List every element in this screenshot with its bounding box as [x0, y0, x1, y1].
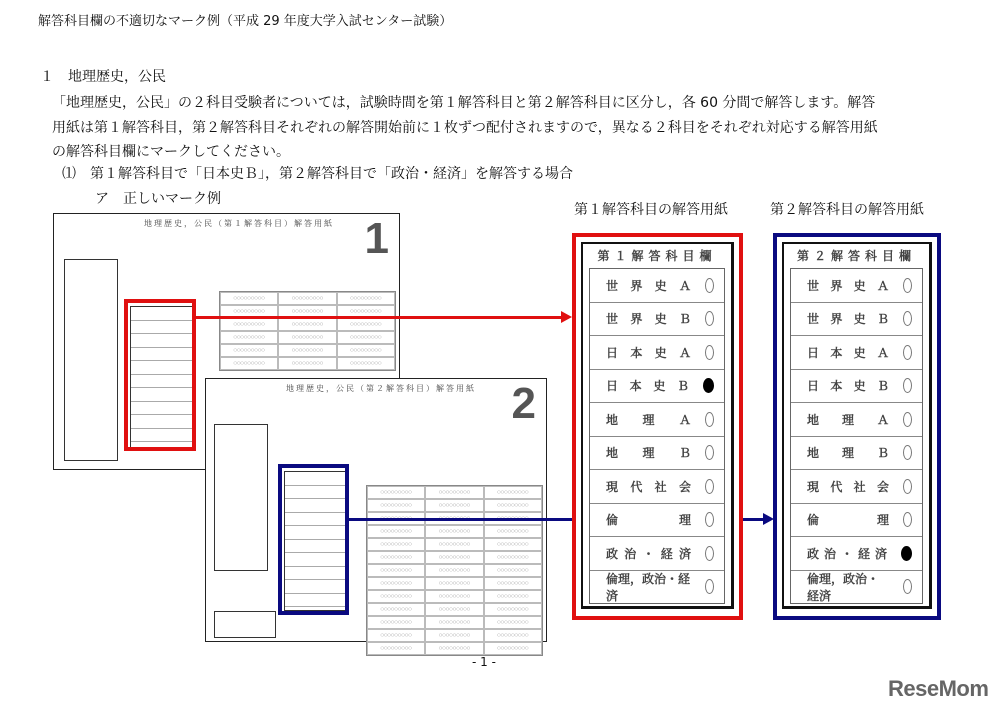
empty-bubble-icon[interactable] — [705, 546, 714, 561]
empty-bubble-icon[interactable] — [705, 512, 714, 527]
highlight-subject-column-1 — [124, 299, 196, 451]
empty-bubble-icon[interactable] — [705, 445, 714, 460]
answer-grid-cell: ○○○○○○○○○ — [367, 577, 425, 590]
subject-row — [791, 437, 922, 471]
subject-label — [807, 570, 889, 604]
answer-grid-cell: ○○○○○○○○○ — [425, 590, 483, 603]
subject-label — [807, 478, 889, 495]
subject-label — [807, 511, 889, 528]
answer-grid-cell: ○○○○○○○○○ — [484, 551, 542, 564]
subject-char: 理 — [678, 513, 691, 528]
subject-label — [606, 478, 691, 495]
subject-char: 史 — [853, 379, 866, 394]
answer-grid — [366, 485, 543, 656]
subject-label — [807, 545, 887, 562]
subject-char: 界 — [830, 278, 843, 293]
subject-char: Ａ — [876, 278, 889, 293]
answer-grid-cell: ○○○○○○○○○ — [278, 292, 336, 305]
subject-char: Ｂ — [676, 379, 689, 394]
filled-bubble-icon[interactable] — [901, 546, 912, 561]
empty-bubble-icon[interactable] — [705, 345, 714, 360]
sheet-number: 2 — [511, 379, 536, 428]
subject-row — [590, 437, 724, 471]
empty-bubble-icon[interactable] — [705, 278, 714, 293]
subject-char: 本 — [830, 379, 843, 394]
subject-label — [606, 344, 691, 361]
answer-grid-cell: ○○○○○○○○○ — [337, 305, 395, 318]
subject-char: 史 — [853, 278, 866, 293]
subject-char: Ｂ — [678, 446, 691, 461]
subject-label — [807, 344, 889, 361]
answer-grid-cell: ○○○○○○○○○ — [484, 629, 542, 642]
subject-char: Ａ — [678, 412, 691, 427]
subject-label — [807, 277, 889, 294]
answer-grid-cell: ○○○○○○○○○ — [425, 603, 483, 616]
subject-row — [590, 336, 724, 370]
blue-connector-line — [349, 518, 573, 521]
subject-char: 理 — [876, 513, 889, 528]
empty-bubble-icon[interactable] — [903, 579, 912, 594]
answer-grid-cell: ○○○○○○○○○ — [425, 525, 483, 538]
answer-grid-cell: ○○○○○○○○○ — [278, 357, 336, 370]
empty-bubble-icon[interactable] — [903, 378, 912, 393]
subject-char: 理 — [841, 446, 854, 461]
subject-row — [791, 571, 922, 604]
subject-row — [791, 470, 922, 504]
empty-bubble-icon[interactable] — [903, 311, 912, 326]
subject-char: 現 — [807, 479, 820, 494]
subject-char: 経 — [857, 546, 870, 561]
subject-row — [791, 303, 922, 337]
answer-grid-cell: ○○○○○○○○○ — [337, 292, 395, 305]
subject-char: 地 — [807, 412, 820, 427]
subject-char: 政 — [807, 546, 820, 561]
answer-grid-cell: ○○○○○○○○○ — [220, 344, 278, 357]
empty-bubble-icon[interactable] — [705, 479, 714, 494]
subject-label — [807, 444, 889, 461]
subject-char: 済 — [678, 546, 691, 561]
subject-char: 政 — [606, 546, 619, 561]
subject-label — [807, 411, 889, 428]
subject-char: 史 — [654, 312, 667, 327]
answer-grid-cell: ○○○○○○○○○ — [484, 499, 542, 512]
answer-grid-cell: ○○○○○○○○○ — [484, 642, 542, 655]
subject-label — [606, 310, 691, 327]
subject-row — [590, 269, 724, 303]
subject-row — [791, 336, 922, 370]
subject-char: 史 — [653, 379, 666, 394]
empty-bubble-icon[interactable] — [903, 445, 912, 460]
resemom-logo: ReseMom — [888, 676, 989, 701]
subject-char: Ａ — [876, 412, 889, 427]
first-subject-panel — [572, 233, 743, 620]
filled-bubble-icon[interactable] — [703, 378, 714, 393]
subject-char: 界 — [630, 278, 643, 293]
subject-char: 界 — [830, 312, 843, 327]
answer-grid-cell: ○○○○○○○○○ — [425, 551, 483, 564]
subject-char: Ｂ — [876, 446, 889, 461]
answer-grid-cell: ○○○○○○○○○ — [367, 551, 425, 564]
panel-header: 第１解答科目欄 — [597, 249, 717, 263]
subject-char: Ｂ — [876, 312, 889, 327]
subject-char: Ｂ — [678, 312, 691, 327]
answer-grid-cell: ○○○○○○○○○ — [425, 486, 483, 499]
answer-grid-cell: ○○○○○○○○○ — [484, 538, 542, 551]
subject-char: 地 — [606, 412, 619, 427]
paragraph-line: の解答科目欄にマークしてください。 — [52, 144, 290, 160]
subject-char: 倫 — [807, 513, 820, 528]
subject-row — [590, 504, 724, 538]
subject-char: 理 — [642, 446, 655, 461]
section-heading: １ 地理歴史，公民 — [40, 69, 166, 85]
answer-grid-cell: ○○○○○○○○○ — [337, 318, 395, 331]
subject-char: 世 — [606, 312, 619, 327]
empty-bubble-icon[interactable] — [903, 278, 912, 293]
answer-grid-cell: ○○○○○○○○○ — [367, 564, 425, 577]
panel-label-1: 第１解答科目の解答用紙 — [574, 202, 728, 218]
answer-grid-cell: ○○○○○○○○○ — [425, 499, 483, 512]
answer-grid-cell: ○○○○○○○○○ — [367, 603, 425, 616]
page-number: - 1 - — [472, 655, 496, 669]
subject-label — [606, 444, 691, 461]
subject-char: 会 — [678, 479, 691, 494]
empty-bubble-icon[interactable] — [903, 512, 912, 527]
subject-char: 治 — [624, 546, 637, 561]
answer-grid-cell: ○○○○○○○○○ — [367, 538, 425, 551]
answer-grid-cell: ○○○○○○○○○ — [367, 642, 425, 655]
empty-bubble-icon[interactable] — [705, 311, 714, 326]
subject-char: 会 — [876, 479, 889, 494]
subject-label — [807, 377, 889, 394]
answer-grid-cell: ○○○○○○○○○ — [367, 525, 425, 538]
subject-row — [590, 571, 724, 604]
answer-grid-cell: ○○○○○○○○○ — [220, 357, 278, 370]
answer-grid-cell: ○○○○○○○○○ — [367, 486, 425, 499]
subject-char: 日 — [606, 379, 619, 394]
subject-row — [791, 504, 922, 538]
subject-char: 代 — [630, 479, 643, 494]
answer-grid-cell: ○○○○○○○○○ — [367, 590, 425, 603]
subject-char: Ａ — [678, 345, 691, 360]
panel-header: 第２解答科目欄 — [796, 249, 916, 263]
subject-char: 現 — [606, 479, 619, 494]
subject-char: 社 — [654, 479, 667, 494]
subject-char: ・ — [642, 546, 655, 561]
subject-row — [590, 403, 724, 437]
answer-grid-cell: ○○○○○○○○○ — [425, 577, 483, 590]
answer-grid-cell: ○○○○○○○○○ — [220, 318, 278, 331]
answer-grid-cell: ○○○○○○○○○ — [484, 525, 542, 538]
subject-char: 倫 — [606, 513, 619, 528]
subject-char: Ａ — [876, 345, 889, 360]
answer-grid-cell: ○○○○○○○○○ — [425, 538, 483, 551]
exam-number-block — [64, 259, 118, 461]
panel-label-2: 第２解答科目の解答用紙 — [770, 202, 924, 218]
answer-grid-cell: ○○○○○○○○○ — [367, 616, 425, 629]
subject-char: 史 — [654, 345, 667, 360]
subject-char: 治 — [823, 546, 836, 561]
answer-grid-cell: ○○○○○○○○○ — [484, 564, 542, 577]
answer-grid-cell: ○○○○○○○○○ — [484, 590, 542, 603]
answer-grid-cell: ○○○○○○○○○ — [278, 318, 336, 331]
subject-char: ・ — [840, 546, 853, 561]
answer-grid-cell: ○○○○○○○○○ — [484, 486, 542, 499]
answer-grid-cell: ○○○○○○○○○ — [484, 616, 542, 629]
subject-row — [590, 537, 724, 571]
subject-char: 日 — [807, 379, 820, 394]
answer-grid-cell: ○○○○○○○○○ — [278, 344, 336, 357]
subject-char: 倫理，政治・経済 — [606, 571, 691, 603]
subject-char: 社 — [853, 479, 866, 494]
subject-label — [606, 511, 691, 528]
subject-char: 世 — [606, 278, 619, 293]
subject-char: 史 — [853, 345, 866, 360]
example-heading: ア 正しいマーク例 — [95, 191, 221, 207]
subject-label — [606, 570, 691, 604]
subject-char: Ａ — [678, 278, 691, 293]
subject-char: 本 — [630, 345, 643, 360]
answer-grid-cell: ○○○○○○○○○ — [337, 357, 395, 370]
subject-char: Ｂ — [876, 379, 889, 394]
subject-char: 日 — [606, 345, 619, 360]
answer-grid-cell: ○○○○○○○○○ — [484, 577, 542, 590]
highlight-subject-column-2 — [278, 464, 349, 615]
subject-row — [791, 537, 922, 571]
subject-row — [791, 269, 922, 303]
subject-char: 代 — [830, 479, 843, 494]
subject-char: 史 — [853, 312, 866, 327]
subject-label — [807, 310, 889, 327]
name-block — [214, 611, 276, 638]
subject-char: 日 — [807, 345, 820, 360]
subject-char: 本 — [629, 379, 642, 394]
paragraph-line: 用紙は第１解答科目，第２解答科目それぞれの解答開始前に１枚ずつ配付されますので，異なる２科目をそれぞれ対応する解答用紙 — [52, 120, 878, 136]
answer-grid-cell: ○○○○○○○○○ — [425, 629, 483, 642]
subject-char: 本 — [830, 345, 843, 360]
document-title: 解答科目欄の不適切なマーク例（平成 29 年度大学入試センター試験） — [38, 14, 453, 29]
subject-label — [606, 377, 689, 394]
sheet-title: 地理歴史，公民（第１解答科目）解答用紙 — [144, 219, 334, 228]
subject-row — [590, 470, 724, 504]
subject-char: 倫理，政治・経済 — [807, 571, 880, 603]
sheet-title: 地理歴史，公民（第２解答科目）解答用紙 — [286, 384, 476, 393]
red-connector-line — [196, 316, 562, 319]
answer-grid-cell: ○○○○○○○○○ — [278, 331, 336, 344]
subject-label — [606, 277, 691, 294]
empty-bubble-icon[interactable] — [705, 579, 714, 594]
empty-bubble-icon[interactable] — [903, 412, 912, 427]
second-subject-panel — [773, 233, 941, 620]
answer-grid-cell: ○○○○○○○○○ — [278, 305, 336, 318]
subject-label — [606, 545, 691, 562]
empty-bubble-icon[interactable] — [903, 479, 912, 494]
subject-char: 世 — [807, 278, 820, 293]
subsection-heading: ⑴ 第１解答科目で「日本史Ｂ」，第２解答科目で「政治・経済」を解答する場合 — [62, 166, 573, 182]
subject-char: 経 — [660, 546, 673, 561]
sheet-number: 1 — [364, 214, 389, 263]
subject-char: 理 — [642, 412, 655, 427]
answer-grid-cell: ○○○○○○○○○ — [337, 331, 395, 344]
answer-grid-cell: ○○○○○○○○○ — [337, 344, 395, 357]
exam-number-block — [214, 424, 268, 571]
answer-grid-cell: ○○○○○○○○○ — [425, 564, 483, 577]
answer-grid — [219, 291, 396, 371]
subject-char: 史 — [654, 278, 667, 293]
subject-row — [590, 303, 724, 337]
subject-char: 世 — [807, 312, 820, 327]
answer-grid-cell: ○○○○○○○○○ — [367, 499, 425, 512]
subject-row — [791, 370, 922, 404]
subject-char: 地 — [606, 446, 619, 461]
subject-char: 理 — [841, 412, 854, 427]
empty-bubble-icon[interactable] — [903, 345, 912, 360]
answer-sheet-2-thumbnail — [205, 378, 547, 650]
subject-row — [791, 403, 922, 437]
subject-char: 界 — [630, 312, 643, 327]
answer-grid-cell: ○○○○○○○○○ — [484, 603, 542, 616]
answer-grid-cell: ○○○○○○○○○ — [220, 305, 278, 318]
answer-grid-cell: ○○○○○○○○○ — [220, 331, 278, 344]
paragraph-line: 「地理歴史，公民」の２科目受験者については，試験時間を第１解答科目と第２解答科目に区分し，各 60 分間で解答します。解答 — [52, 95, 876, 111]
subject-label — [606, 411, 691, 428]
answer-grid-cell: ○○○○○○○○○ — [220, 292, 278, 305]
subject-row — [590, 370, 724, 404]
answer-grid-cell: ○○○○○○○○○ — [425, 642, 483, 655]
answer-grid-cell: ○○○○○○○○○ — [425, 616, 483, 629]
subject-char: 地 — [807, 446, 820, 461]
subject-char: 済 — [874, 546, 887, 561]
red-arrow-icon — [561, 311, 572, 323]
answer-grid-cell: ○○○○○○○○○ — [367, 629, 425, 642]
blue-connector-line — [742, 518, 764, 521]
empty-bubble-icon[interactable] — [705, 412, 714, 427]
